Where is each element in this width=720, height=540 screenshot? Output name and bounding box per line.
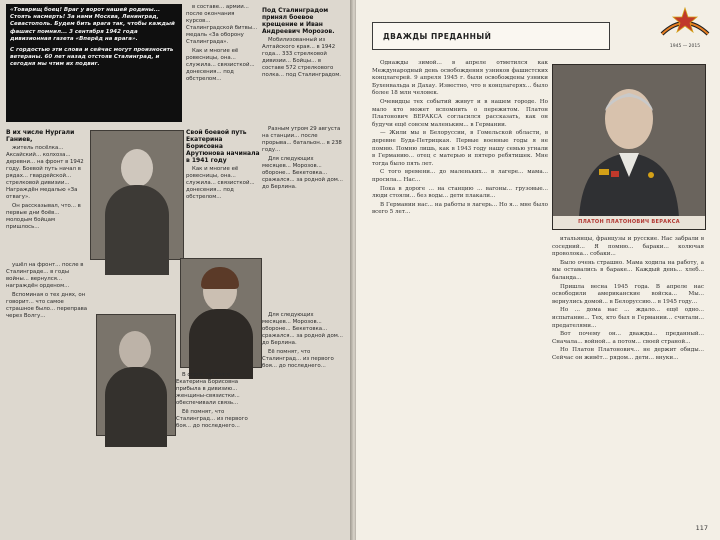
emblem-years: 1945 — 2015 — [669, 44, 701, 49]
article-column — [262, 4, 344, 122]
veteran-photo-woman — [180, 258, 262, 368]
paragraph: В Германии нас... на работы в лагерь... Но я... мне было всего 5 лет... — [372, 201, 548, 216]
column-text: житель посёлка... Аксайский... колхоза... деревни... на фронт в 1942 году. Боевой путь начал в рядах... гвардейской... стрелковой дивизии... Награждён медалью «За отвагу». — [6, 145, 84, 200]
paragraph: Очевидцы тех событий живут и в нашем городе. Но мало кто может вспомнить о пережитом. Платон Платонович ВЕРАКСА согласился рассказать, как он будучи ещё совсем маленьким... в Германии. — [372, 98, 548, 128]
veteran-photo — [90, 130, 184, 260]
page-number: 117 — [695, 524, 708, 532]
paragraph: Однажды зимой... в апреле отметился как Международный день освобождения узников фашистских концлагерей. 9 апреля 1945 г. были освобождены узники Бухенвальда и Дахау. Известно, что в концлагерях... было более 18 млн человек. — [372, 60, 548, 97]
paragraph: Пришла весна 1945 года. В апреле нас освободили американские войска... Мы... вернулись домой... в Белоруссию... в 1945 году... — [552, 283, 704, 305]
article-column — [6, 126, 86, 230]
paragraph: Пока в дороге ... на станцию ... вагоны... грузовые... люди стояли... без воды... дети плакали... — [372, 185, 548, 200]
article-title-box — [372, 22, 610, 50]
column-text: Мобилизованный из Алтайского края... в 1942 года... 333 стрелковой дивизии... Бойцы... в составе 572 стрелкового полка... под Сталинградом. — [262, 37, 341, 78]
article-column — [186, 4, 258, 122]
article-column — [262, 126, 344, 306]
paragraph: Было очень страшно. Мама ходила на работу, а мы оставались в бараке... Каждый день... хлеб... баланда... — [552, 259, 704, 281]
article-column-1 — [372, 60, 548, 530]
article-title: ДВАЖДЫ ПРЕДАННЫЙ — [383, 31, 492, 41]
column-text: В сорок на Волге Екатерина Борисовна прибыла в дивизию... женщины-связистки... обеспечивали связь... — [176, 372, 240, 406]
article-column — [262, 312, 344, 534]
paragraph: — Жили мы в Белоруссии, в Гомельской области, в деревне Буда-Петрицкая. Первые военные годы я не помню. Помню лишь, как в 1943 году нашу семью угнали в Германию... отец с матерью и пятеро ребятишек. Мне тогда было пять лет. — [372, 130, 548, 167]
article-column-2 — [552, 236, 704, 530]
article-column — [186, 126, 260, 256]
left-page — [0, 0, 352, 540]
portrait-caption: ПЛАТОН ПЛАТОНОВИЧ ВЕРАКСА — [553, 216, 705, 229]
column-text: Как и многие её ровесницы, она... служила... связисткой... донесения... под обстрелом... — [186, 166, 255, 200]
paragraph: Вот почему он... дважды... преданный... Сначала... войной... а потом... своей страной... — [552, 331, 704, 345]
column-heading: Свой боевой путь Екатерина Борисовна Арутюнова начинала в 1941 году — [186, 129, 260, 164]
quote-text-2: С гордостью эти слова и сейчас могут произносить ветераны. 60 лет назад отстояв Сталинград, и сегодня мы чтим их подвиг. — [10, 47, 174, 68]
paragraph: С того времени... до маленьких... в лагере... мама... просила... Нас... — [372, 169, 548, 183]
column-text: Для следующих месяцев... Морозов... обороне... Бекетовка... сражался... за родной дом... до Берлина. — [262, 312, 343, 346]
quote-text: «Товарищ боец! Враг у ворот нашей родины... Стоять насмерть! За нами Москва, Ленинград, Севастополь. Будем бить врага так, чтобы каждый фашист помнил... 3 сентября 1942 года дивизионная газета «Вперёд на врага». — [10, 7, 175, 42]
column-text: Её помнят, что Сталинград... из первого боя... до последнего... — [176, 409, 248, 429]
column-text: Разным утром 29 августа на станции... после прорыва... батальон... в 238 году... — [262, 126, 342, 153]
veteran-portrait — [552, 64, 706, 230]
quote-block — [6, 4, 182, 122]
victory-emblem-icon — [656, 4, 714, 54]
column-heading: Под Сталинградом принял боевое крещение и Иван Андреевич Морозов. — [262, 7, 335, 35]
column-text: Как и многие её ровесницы, она... служила... связисткой... донесения... под обстрелом... — [186, 48, 255, 82]
veteran-photo-2 — [96, 314, 176, 436]
right-page — [356, 0, 720, 540]
column-text: в составе... армии... после окончания курсов... Сталинградской битвы... медаль «За оборону Сталинграда». — [186, 4, 258, 45]
column-text: Вспоминая о тех днях, он говорит... что самое страшное было... переправа через Волгу... — [6, 292, 88, 319]
article-column — [176, 372, 256, 534]
column-text: Он рассказывал, что... в первые дни боёв... молодым бойцам пришлось... — [6, 203, 81, 230]
column-heading: В их числе Нургали Ганиев, — [6, 129, 75, 143]
paragraph: Но Платон Платонович... не держит обиды... Сейчас он живёт... рядом... дети... внуки... — [552, 347, 704, 361]
paragraph: итальянцы, французы и русские. Нас забрали в соседний... Я помню... бараки... колючая проволока... собаки... — [552, 236, 704, 258]
column-text: Для следующих месяцев... Морозов... обороне... Бекетовка... сражался... за родной дом... до Берлина. — [262, 156, 343, 190]
article-column — [6, 262, 92, 534]
column-text: ушёл на фронт... после в Сталинграде... в годы войны... вернулся... награждён орденом... — [6, 262, 84, 289]
paragraph: Но ... дома нас ... ждало... ещё одно... испытание... Тех, кто был в Германии... считали... предателями... — [552, 307, 704, 329]
column-text: Её помнят, что Сталинград... из первого боя... до последнего... — [262, 349, 334, 369]
